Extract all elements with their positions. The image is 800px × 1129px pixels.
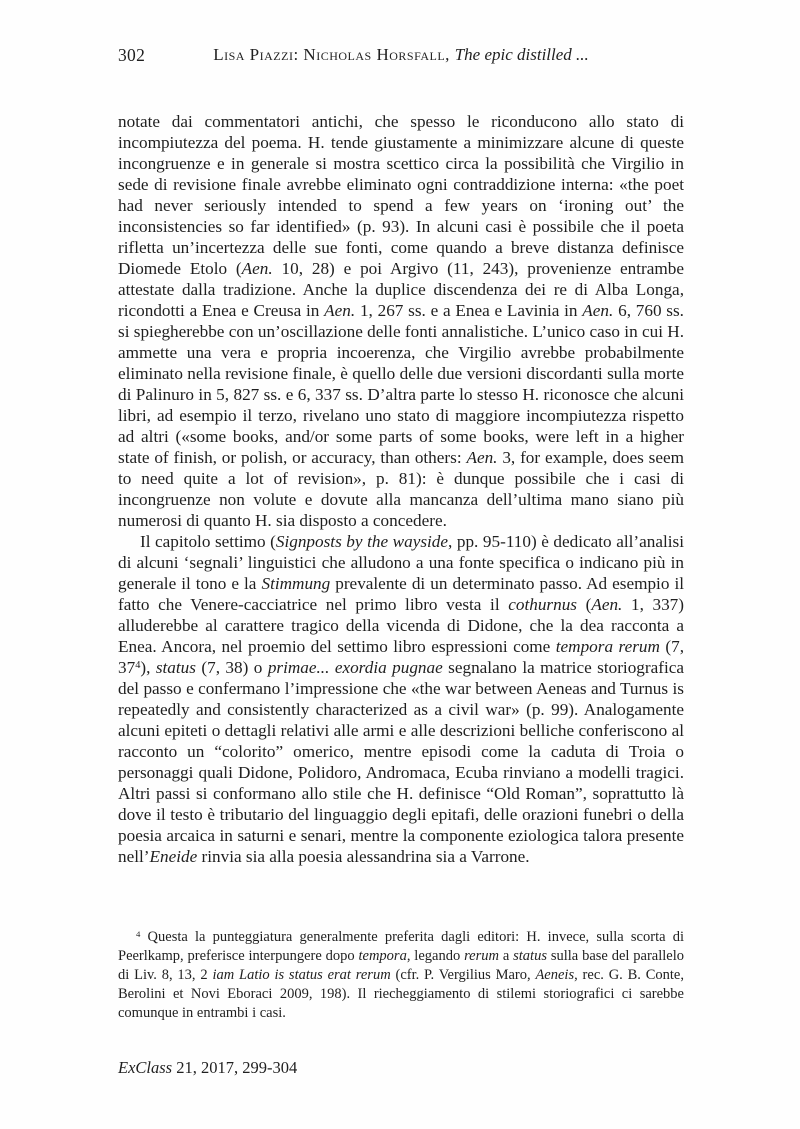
footnotes-section	[118, 928, 684, 1023]
review-body	[118, 111, 684, 867]
page-number: 302	[118, 45, 146, 65]
paragraph-continuation: notate dai commentatori antichi, che spesso le riconducono allo stato di incompiutezza del poema. H. tende giustamente a minimizzare alcune di queste incongruenze e in generale si mostra scettico circa la possibilità che Virgilio in sede di revisione finale avrebbe eliminato ogni contraddizione interna: «the poet had never seriously intended to spend a few years on ‘ironing out’ the inconsistencies so far identified» (p. 93). In alcuni casi è possibile che il poeta rifletta un’incertezza delle sue fonti, come quando a breve distanza definisce Diomede Etolo (Aen. 10, 28) e poi Argivo (11, 243), provenienze entrambe attestate dalla tradizione. Anche la duplice discendenza dei re di Alba Longa, ricondotti a Enea e Creusa in Aen. 1, 267 ss. e a Enea e Lavinia in Aen. 6, 760 ss. si spiegherebbe con un’oscillazione delle fonti annalistiche. L’unico caso in cui H. ammette una vera e propria incoerenza, che Virgilio avrebbe probabilmente eliminato nella revisione finale, è quello delle due versioni discordanti sulla morte di Palinuro in 5, 827 ss. e 6, 337 ss. D’altra parte lo stesso H. riconosce che alcuni libri, ad esempio il terzo, rivelano uno stato di maggiore incompiutezza rispetto ad altri («some books, and/or some parts of some books, were left in a higher state of finish, or polish, or accuracy, than others: Aen. 3, for example, does seem to need quite a lot of revision», p. 81): è dunque possibile che i casi di incongruenze non volute e dovute alla mancanza dell’ultima mano siano più numerosi di quanto H. sia disposto a concedere.	[118, 112, 684, 530]
journal-citation-line: ExClass 21, 2017, 299-304	[118, 1058, 298, 1077]
running-head	[118, 44, 684, 66]
running-head-title: Lisa Piazzi: Nicholas Horsfall, The epic distilled ...	[213, 45, 589, 64]
footnote-4: $^4$ Questa la punteggiatura generalmente preferita dagli editori: H. invece, sulla scorta di Peerlkamp, preferisce interpungere dopo tempora, legando rerum a status sulla base del parallelo di Liv. 8, 13, 2 iam Latio is status erat rerum (cfr. P. Vergilius Maro, Aeneis, rec. G. B. Conte, Berolini et Novi Eboraci 2009, 198). Il riecheggiamento di stilemi storiografici ci sarebbe comunque in entrambi i casi.	[118, 929, 684, 1021]
paragraph-chapter-seven: Il capitolo settimo (Signposts by the wayside, pp. 95-110) è dedicato all’analisi di alcuni ‘segnali’ linguistici che alludono a una fonte specifica o indicano più in generale il tono e la Stimmung prevalente di un determinato passo. Ad esempio il fatto che Venere-cacciatrice nel primo libro vesta il cothurnus (Aen. 1, 337) alluderebbe al carattere tragico della vicenda di Didone, che la dea racconta a Enea. Ancora, nel proemio del settimo libro espressioni come tempora rerum (7, $37^4$), status (7, 38) o primae... exordia pugnae segnalano la matrice storiografica del passo e confermano l’impressione che «the war between Aeneas and Turnus is repeatedly and consistently characterized as a civil war» (p. 99). Analogamente alcuni epiteti o dettagli relativi alle armi e alle descrizioni belliche conferiscono al racconto un “colorito” omerico, mentre episodi come la caduta di Troia o personaggi quali Didone, Polidoro, Andromaca, Ecuba rinviano a modelli tragici. Altri passi si conformano allo stile che H. definisce “Old Roman”, soprattutto là dove il testo è tributario del linguaggio degli epitafi, delle orazioni funebri o della poesia arcaica in saturni e senari, mentre la componente eziologica talora presente nell’Eneide rinvia sia alla poesia alessandrina sia a Varrone.	[118, 532, 684, 866]
